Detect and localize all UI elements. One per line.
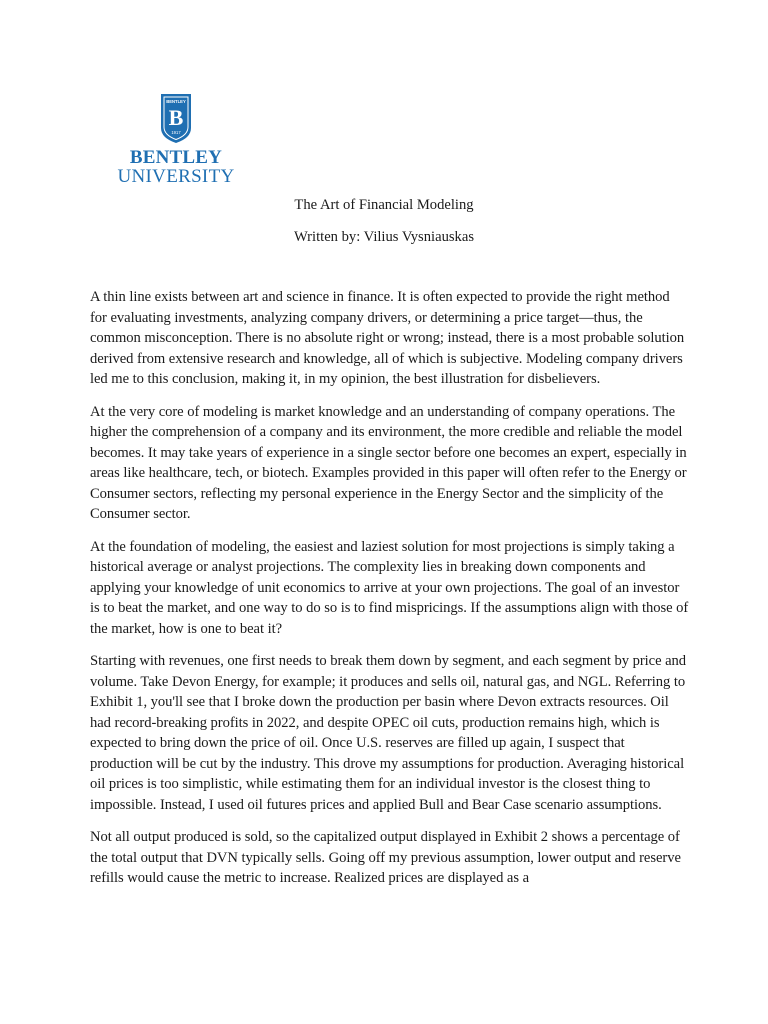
document-author: Written by: Vilius Vysniauskas <box>293 229 474 245</box>
svg-text:B: B <box>168 105 184 130</box>
svg-text:BENTLEY: BENTLEY <box>166 99 186 104</box>
body-paragraph: At the very core of modeling is market knowledge and an understanding of company operations. The higher the comprehension of a company and its environment, the more credible and reliable the model becomes. It may take years of experience in a single sector before one becomes an expert, especially in areas like healthcare, tech, or biotech. Examples provided in this paper will often refer to the Energy or Consumer sectors, reflecting my personal experience in the Energy Sector and the simplicity of the Consumer sector. <box>90 403 687 522</box>
document-title: The Art of Financial Modeling <box>294 197 474 213</box>
bentley-university-logo <box>114 92 238 186</box>
body-paragraph: Not all output produced is sold, so the capitalized output displayed in Exhibit 2 shows a percentage of the total output that DVN typically sells. Going off my previous assumption, lower output and reserve refills would cause the metric to increase. Realized prices are displayed as a <box>90 829 681 886</box>
logo-name-line2: UNIVERSITY <box>117 166 235 187</box>
shield-icon <box>159 92 193 144</box>
svg-text:1917: 1917 <box>171 130 181 135</box>
body-paragraph: At the foundation of modeling, the easiest and laziest solution for most projections is simply taking a historical average or analyst projections. The complexity lies in breaking down components and applying your knowledge of unit economics to arrive at your own projections. The goal of an investor is to beat the market, and one way to do so is to find mispricings. If the assumptions align with those of the market, how is one to beat it? <box>90 538 689 637</box>
logo-name-line1: BENTLEY <box>129 147 223 168</box>
body-paragraph: A thin line exists between art and science in finance. It is often expected to provide the right method for evaluating investments, analyzing company drivers, or determining a price target—thus, the common misconception. There is no absolute right or wrong; instead, there is a most probable solution derived from extensive research and knowledge, all of which is subjective. Modeling company drivers led me to this conclusion, making it, in my opinion, the best illustration for disbelievers. <box>90 289 685 387</box>
document-body <box>90 287 690 901</box>
body-paragraph: Starting with revenues, one first needs to break them down by segment, and each segment by price and volume. Take Devon Energy, for example; it produces and sells oil, natural gas, and NGL. Referring to Exhibit 1, you'll see that I broke down the production per basin where Devon extracts resources. Oil had record-breaking profits in 2022, and despite OPEC oil cuts, production remains high, which is expected to bring down the price of oil. Once U.S. reserves are filled up again, I suspect that production will be cut by the industry. This drove my assumptions for production. Averaging historical oil prices is too simplistic, while estimating them for an individual investor is the closest thing to impossible. Instead, I used oil futures prices and applied Bull and Bear Case scenario assumptions. <box>90 653 687 813</box>
